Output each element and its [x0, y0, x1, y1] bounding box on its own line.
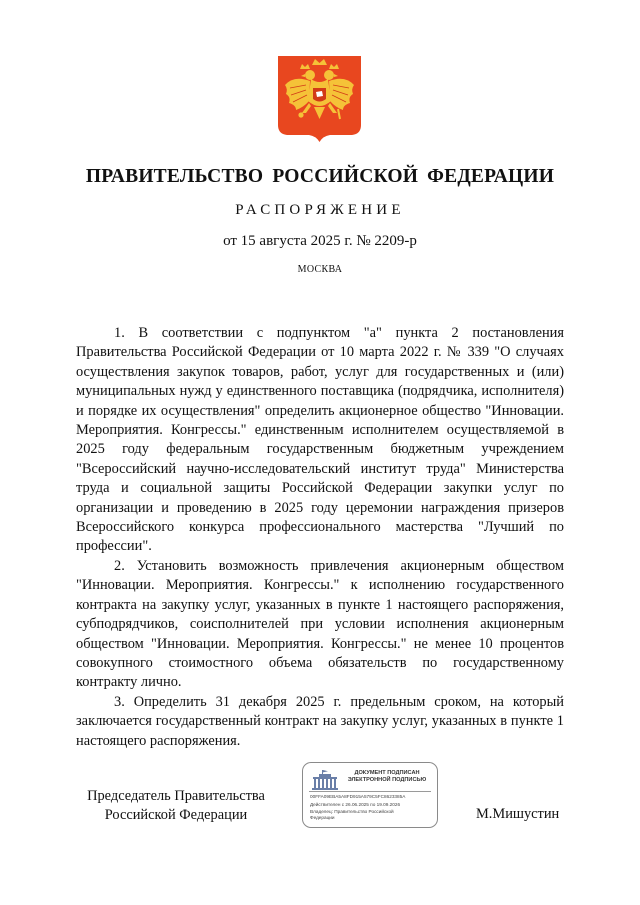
paragraph-2: 2. Установить возможность привлечения акционерным обществом "Инновации. Мероприятия. Конгрессы." к исполнению государственного контракта на закупку услуг, указанных в пункте 1 настоящего распоряжения, субподрядчиков, соисполнителей при условии исполнения акционерным обществом "Инновации. Мероприятия. Конгрессы." не менее 10 процентов совокупного стоимостного объема обязательств по государственному контракту лично. [76, 557, 564, 691]
signer-title-line-2: Российской Федерации [104, 807, 248, 823]
stamp-divider [309, 791, 431, 792]
stamp-owner-line-1: Владелец: Правительство Российской [310, 809, 394, 814]
signer-name: М.Мишустин [476, 806, 560, 822]
stamp-heading-line-2: ЭЛЕКТРОННОЙ ПОДПИСЬЮ [347, 777, 427, 783]
document-type: РАСПОРЯЖЕНИЕ [235, 202, 405, 218]
government-title: ПРАВИТЕЛЬСТВО РОССИЙСКОЙ ФЕДЕРАЦИИ [85, 166, 555, 187]
stamp-heading [343, 770, 431, 784]
document-body [76, 324, 564, 751]
coat-of-arms-icon [276, 55, 363, 143]
document-date-number: от 15 августа 2025 г. № 2209-р [223, 233, 417, 249]
document-city: МОСКВА [297, 264, 343, 275]
stamp-certificate: 00FFA09EBA5A8FD915A579C5FC8623385A [310, 794, 406, 799]
signer-title-line-1: Председатель Правительства [87, 788, 265, 804]
government-building-icon [309, 769, 341, 791]
stamp-validity: Действителен с 26.06.2025 по 19.09.2026 [310, 802, 401, 807]
signer-title [76, 787, 276, 825]
stamp-owner-line-2: Федерации [310, 815, 335, 820]
paragraph-1: 1. В соответствии с подпунктом "а" пункта 2 постановления Правительства Российской Федерации от 10 марта 2022 г. № 339 "О случаях осуществления закупок товаров, работ, услуг для государственных и (или) муниципальных нужд у единственного поставщика (подрядчика, исполнителя) и порядке их осуществления" определить акционерное общество "Инновации. Мероприятия. Конгрессы." единственным исполнителем осуществляемой в 2025 году федеральным государственным бюджетным учреждением "Всероссийский научно-исследовательский институт труда" Министерства труда и социальной защиты Российской Федерации закупки услуг по организации и проведению в 2025 году церемонии награждения призеров Всероссийского конкурса профессионального мастерства "Лучший по профессии". [76, 325, 564, 555]
electronic-signature-stamp [302, 762, 438, 828]
stamp-heading-line-1: ДОКУМЕНТ ПОДПИСАН [354, 770, 420, 776]
paragraph-3: 3. Определить 31 декабря 2025 г. предельным сроком, на который заключается государственный контракт на закупку услуг, указанных в пункте 1 настоящего распоряжения. [76, 693, 564, 749]
